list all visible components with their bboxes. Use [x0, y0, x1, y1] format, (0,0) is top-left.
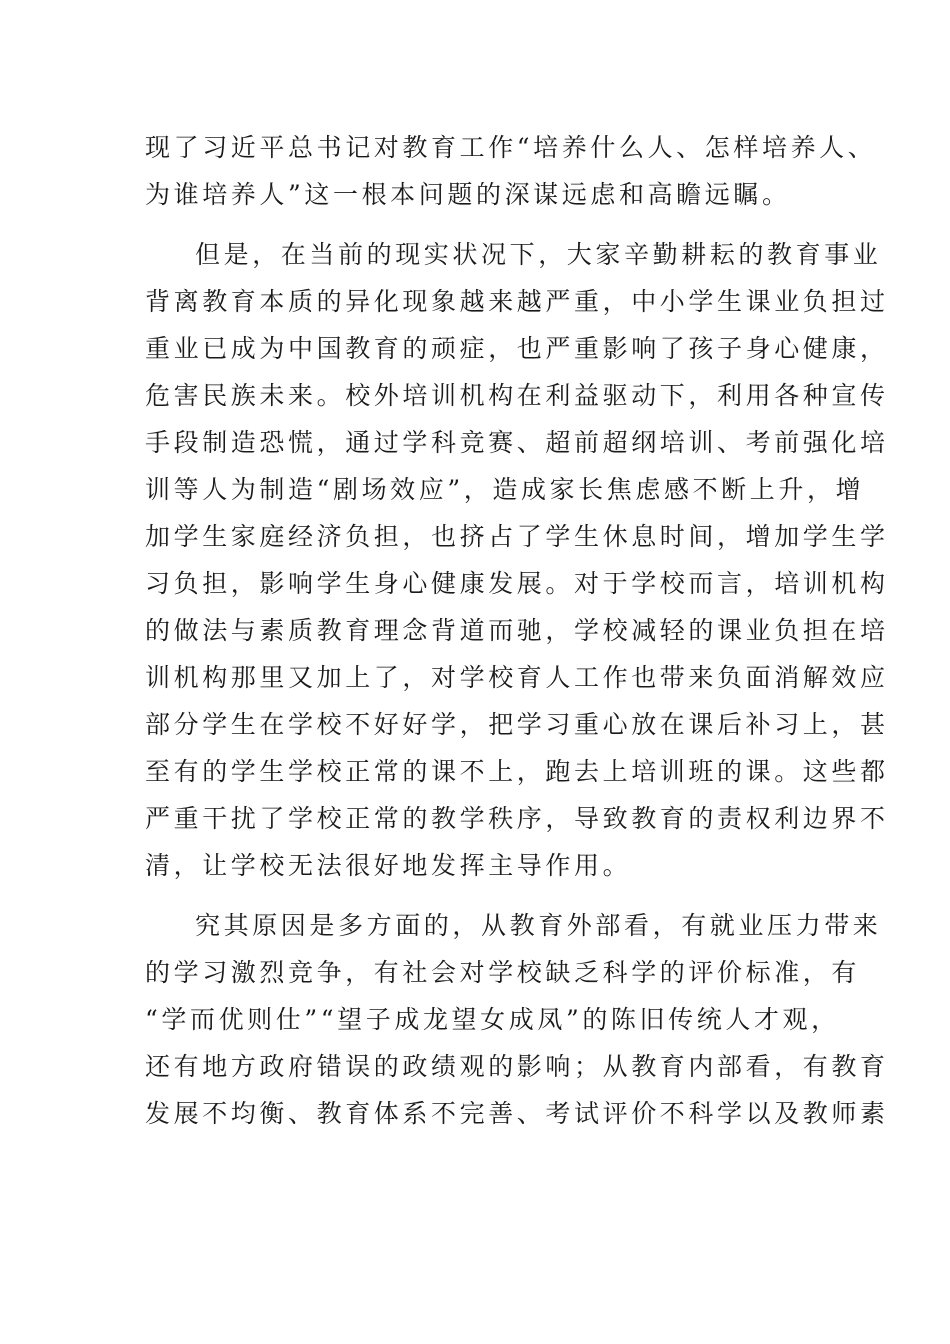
- text-line: 手段制造恐慌，通过学科竞赛、超前超纲培训、考前强化培: [145, 428, 889, 457]
- text-line: 背离教育本质的异化现象越来越严重，中小学生课业负担过: [145, 287, 889, 316]
- text-line: 但是，在当前的现实状况下，大家辛勤耕耘的教育事业: [195, 240, 882, 269]
- text-line: 现了习近平总书记对教育工作“培养什么人、怎样培养人、: [145, 133, 877, 162]
- text-line: 危害民族未来。校外培训机构在利益驱动下，利用各种宣传: [145, 381, 889, 410]
- body-text: [145, 124, 889, 1137]
- text-line: 习负担，影响学生身心健康发展。对于学校而言，培训机构: [145, 569, 889, 598]
- text-line: 训机构那里又加上了，对学校育人工作也带来负面消解效应: [145, 663, 889, 692]
- text-line: 发展不均衡、教育体系不完善、考试评价不科学以及教师素: [145, 1099, 889, 1128]
- text-line: 部分学生在学校不好好学，把学习重心放在课后补习上，甚: [145, 710, 889, 739]
- text-line: 训等人为制造“剧场效应”，造成家长焦虑感不断上升，增: [145, 475, 865, 504]
- text-line: 究其原因是多方面的，从教育外部看，有就业压力带来: [195, 911, 882, 940]
- paragraph-p3: [145, 902, 889, 1137]
- text-line: “学而优则仕”“望子成龙望女成凤”的陈旧传统人才观，: [145, 1005, 840, 1034]
- text-line: 清，让学校无法很好地发挥主导作用。: [145, 851, 632, 880]
- text-line: 重业已成为中国教育的顽症，也严重影响了孩子身心健康，: [145, 334, 889, 363]
- text-line: 加学生家庭经济负担，也挤占了学生休息时间，增加学生学: [145, 522, 889, 551]
- text-line: 的学习激烈竞争，有社会对学校缺乏科学的评价标准，有: [145, 958, 861, 987]
- text-line: 的做法与素质教育理念背道而驰，学校减轻的课业负担在培: [145, 616, 889, 645]
- text-line: 还有地方政府错误的政绩观的影响；从教育内部看，有教育: [145, 1052, 889, 1081]
- text-line: 至有的学生学校正常的课不上，跑去上培训班的课。这些都: [145, 757, 889, 786]
- paragraph-gap: [145, 889, 810, 902]
- text-line: 严重干扰了学校正常的教学秩序，导致教育的责权利边界不: [145, 804, 889, 833]
- paragraph-gap: [145, 218, 810, 231]
- paragraph-p1: [145, 124, 877, 218]
- text-line: 为谁培养人”这一根本问题的深谋远虑和高瞻远瞩。: [145, 180, 791, 209]
- paragraph-p2: [145, 231, 889, 889]
